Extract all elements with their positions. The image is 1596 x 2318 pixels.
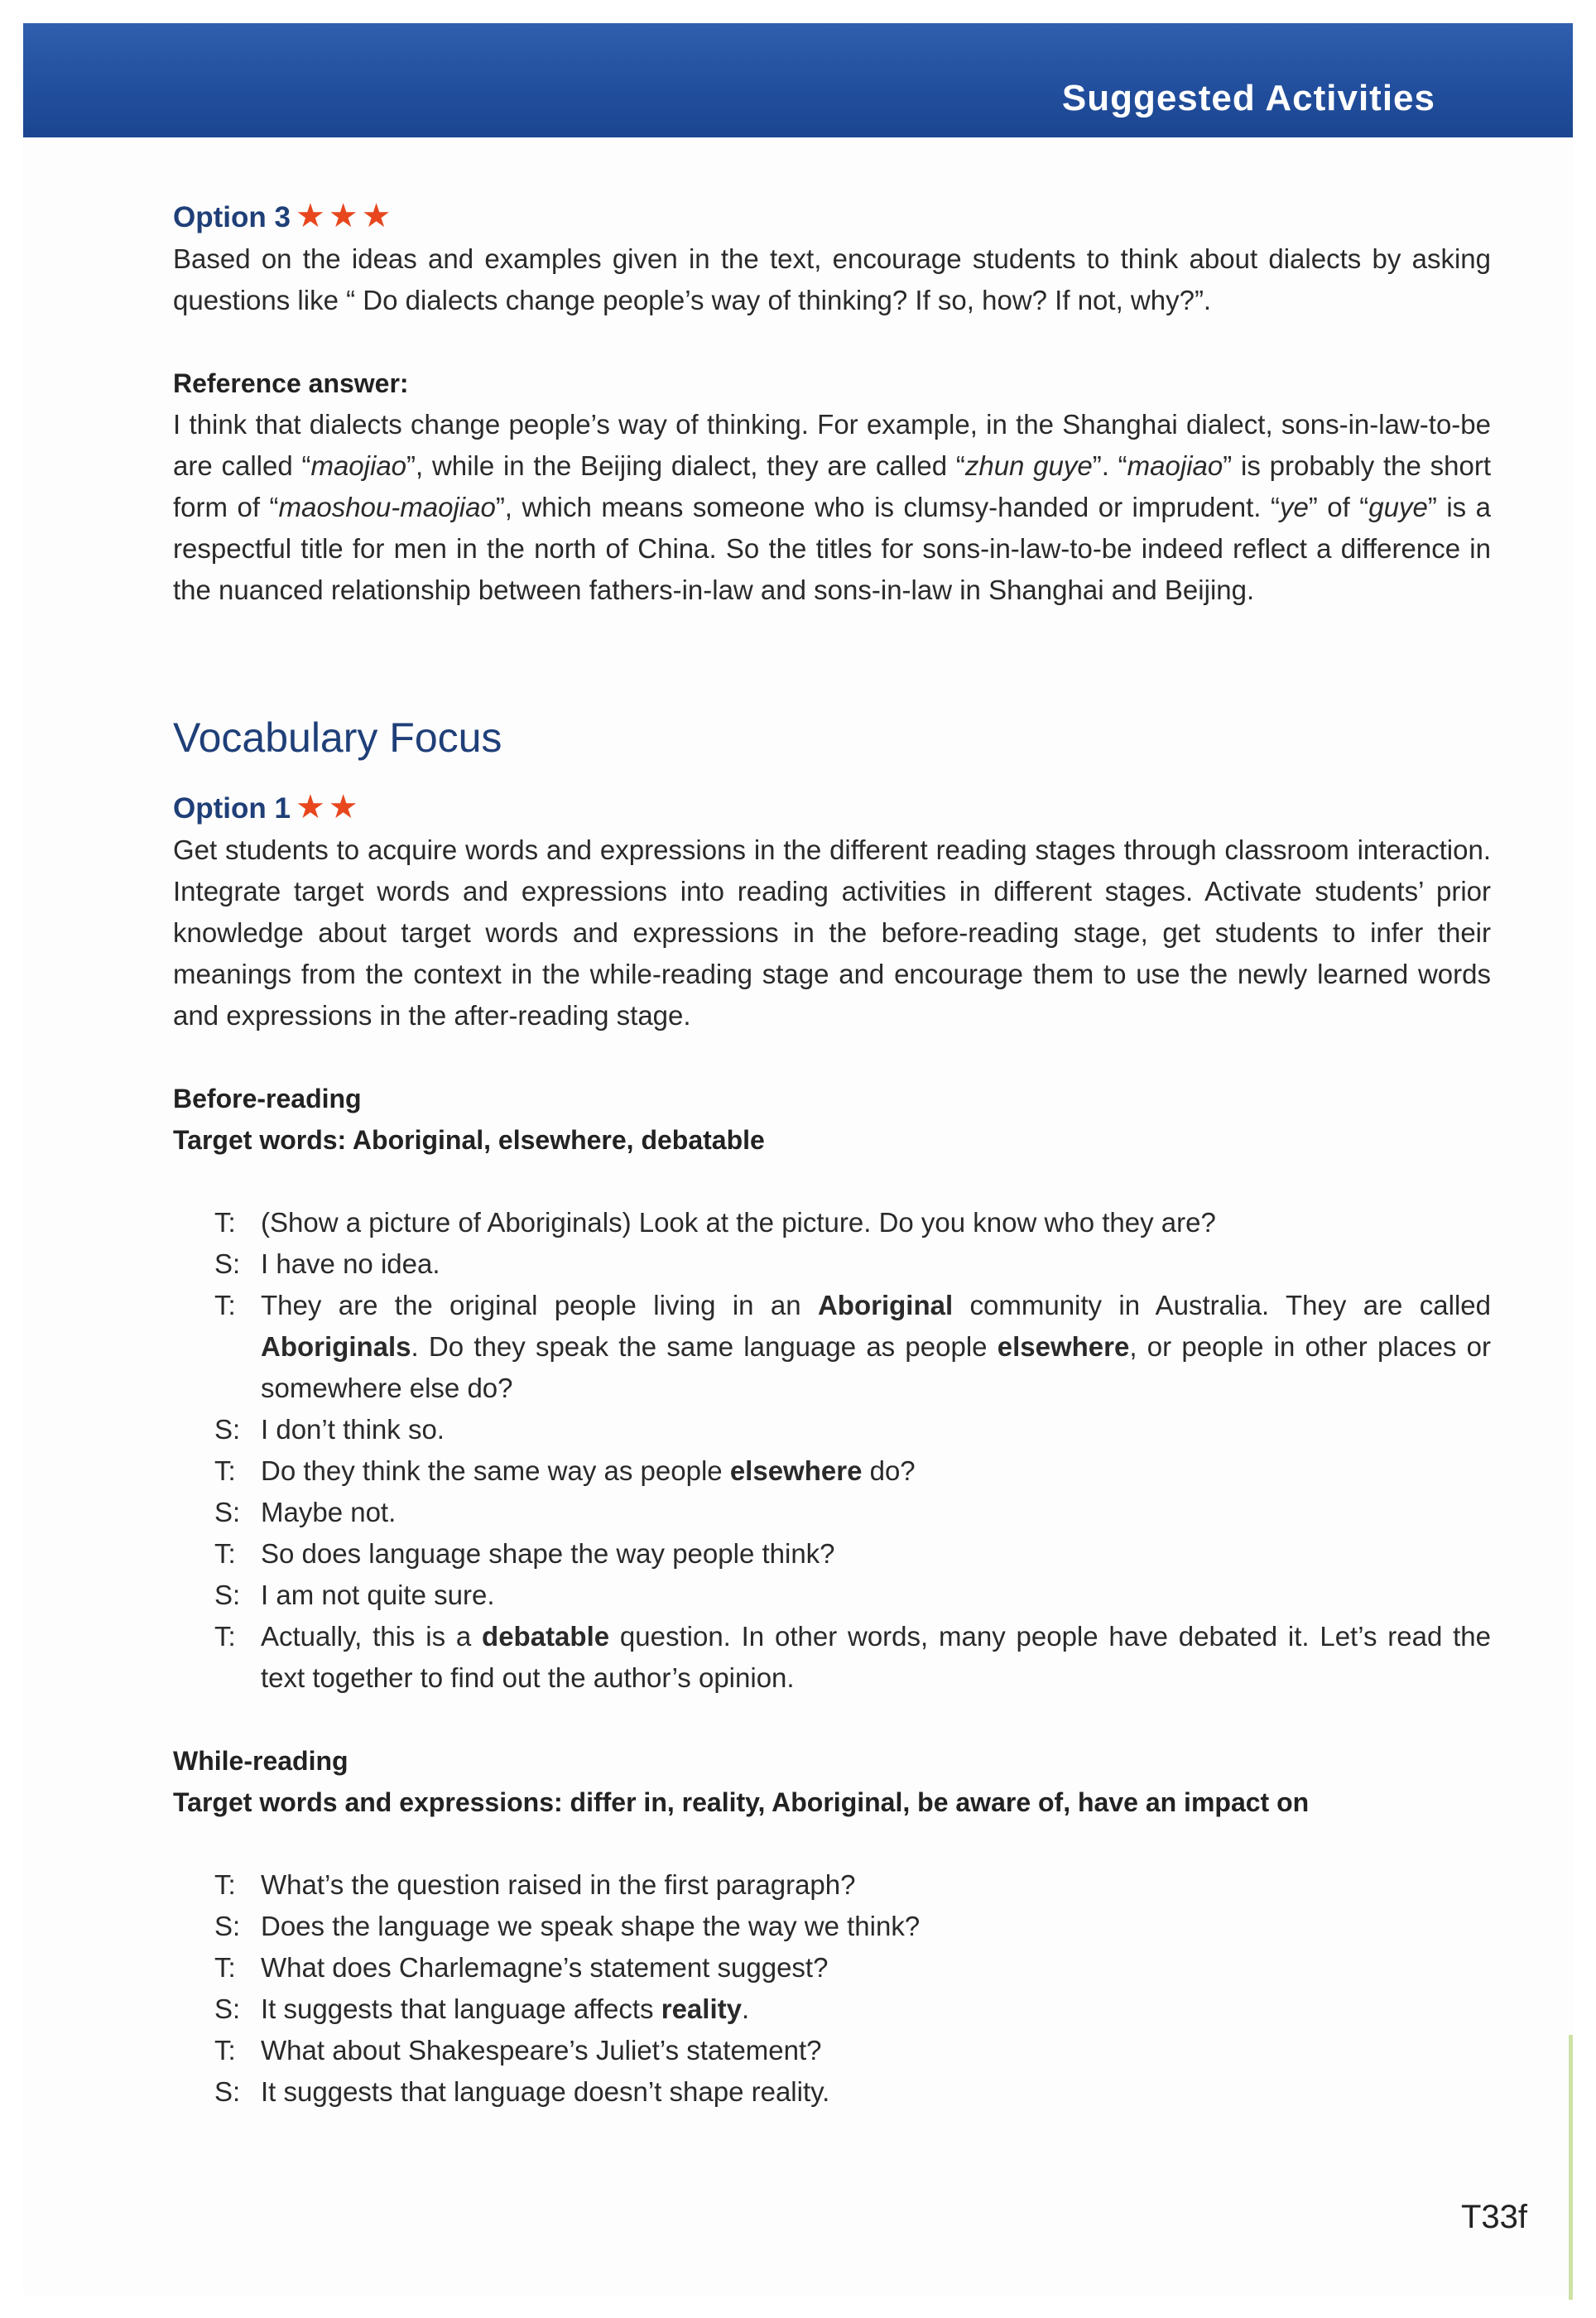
header-banner — [23, 23, 1573, 137]
utterance — [261, 1285, 1491, 1409]
text: They are the original people living in an — [261, 1290, 818, 1320]
dialogue-line — [214, 2030, 1491, 2071]
section-title: Vocabulary Focus — [173, 714, 502, 761]
ref-term: guye — [1368, 492, 1428, 522]
speaker: S: — [214, 1414, 241, 1445]
speaker: S: — [214, 1911, 241, 1941]
utterance: So does language shape the way people think? — [261, 1538, 835, 1569]
speaker: T: — [214, 1290, 236, 1320]
utterance: What’s the question raised in the first paragraph? — [261, 1869, 856, 1900]
ref-term: ye — [1279, 492, 1309, 522]
text: Do they think the same way as people — [261, 1455, 730, 1486]
text: . — [741, 1993, 750, 2024]
option3-heading — [173, 195, 1491, 238]
utterance: Maybe not. — [261, 1497, 397, 1527]
text: do? — [862, 1455, 916, 1486]
page — [23, 23, 1573, 2295]
utterance: (Show a picture of Aboriginals) Look at the picture. Do you know who they are? — [261, 1207, 1216, 1238]
utterance — [261, 1989, 1491, 2030]
utterance — [261, 1450, 1491, 1492]
speaker: T: — [214, 1952, 236, 1983]
target-word: Aboriginal — [817, 1290, 954, 1320]
option1-label: Option 1 — [173, 792, 291, 825]
speaker: T: — [214, 2035, 236, 2066]
header-title: Suggested Activities — [1061, 78, 1435, 118]
speaker: S: — [214, 2076, 241, 2107]
utterance: Does the language we speak shape the way we think? — [261, 1911, 921, 1941]
dialogue-line — [214, 1864, 1491, 1906]
ref-text: ”, which means someone who is clumsy-handed or imprudent. “ — [495, 492, 1280, 522]
utterance: It suggests that language doesn’t shape reality. — [261, 2076, 830, 2107]
option3-label: Option 3 — [173, 201, 291, 233]
dialogue-line — [214, 1575, 1491, 1616]
ref-term: zhun guye — [964, 450, 1093, 481]
speaker: S: — [214, 1993, 241, 2024]
utterance: What about Shakespeare’s Juliet’s statement? — [261, 2035, 822, 2066]
while-reading-target: Target words and expressions: differ in, reality, Aboriginal, be aware of, have an impact on — [173, 1787, 1310, 1817]
option3-text: Based on the ideas and examples given in the text, encourage students to think about dialects by asking questions like “ Do dialects change people’s way of thinking? If so, how? If not, why?”. — [173, 243, 1491, 315]
option1-heading — [173, 786, 1491, 830]
ref-text: ”, while in the Beijing dialect, they are called “ — [406, 450, 965, 481]
dialogue-line — [214, 1409, 1491, 1450]
text: community in Australia. They are called — [953, 1290, 1491, 1320]
ref-text: I think that dialects change people’s way of thinking. For example, in the Shanghai dialect, sons-in-law-to-be are called “ — [173, 409, 1491, 481]
ref-term: maojiao — [310, 450, 407, 481]
dialogue-line — [214, 1492, 1491, 1533]
dialogue-line — [214, 1202, 1491, 1243]
vocab-intro: Get students to acquire words and expressions in the different reading stages through classroom interaction. Integrate target words and expressions into reading activities in different stages. Activate students’ prior knowledge about target words and expressions in the before-reading stage, get students to infer their meanings from the context in the while-reading stage and encourage them to use the newly learned words and expressions in the after-reading stage. — [173, 834, 1491, 1031]
speaker: T: — [214, 1538, 236, 1569]
while-reading-dialogue — [173, 1864, 1491, 2113]
target-word: debatable — [482, 1621, 610, 1652]
speaker: T: — [214, 1455, 236, 1486]
utterance: What does Charlemagne’s statement suggest? — [261, 1952, 829, 1983]
utterance: I have no idea. — [261, 1248, 440, 1279]
target-word: elsewhere — [729, 1455, 863, 1486]
dialogue-line — [214, 1243, 1491, 1285]
utterance: I am not quite sure. — [261, 1580, 495, 1610]
target-word: elsewhere — [997, 1331, 1130, 1362]
before-reading-dialogue — [173, 1202, 1491, 1699]
dialogue-line — [214, 1906, 1491, 1947]
speaker: S: — [214, 1248, 241, 1279]
text: , or people in other places or somewhere else do? — [261, 1331, 1491, 1403]
ref-term: maojiao — [1127, 450, 1223, 481]
reference-answer — [173, 404, 1491, 611]
dialogue-line — [214, 1989, 1491, 2030]
text: question. In other words, many people have debated it. Let’s read the text together to find out the author’s opinion. — [261, 1621, 1491, 1693]
content — [173, 195, 1491, 2113]
speaker: T: — [214, 1621, 236, 1652]
star-rating-icon: ★★★ — [295, 198, 395, 234]
page-number: T33f — [1461, 2199, 1528, 2235]
ref-term: maoshou-maojiao — [278, 492, 496, 522]
before-reading-target: Target words: Aboriginal, elsewhere, debatable — [173, 1125, 765, 1155]
dialogue-line — [214, 1285, 1491, 1409]
before-reading-heading: Before-reading — [173, 1084, 362, 1113]
text: It suggests that language affects — [261, 1993, 661, 2024]
target-word: Aboriginals — [261, 1331, 411, 1362]
speaker: S: — [214, 1580, 241, 1610]
text: . Do they speak the same language as people — [411, 1331, 997, 1362]
ref-text: ” is a respectful title for men in the north of China. So the titles for sons-in-law-to-be indeed reflect a difference in the nuanced relationship between fathers-in-law and sons-in-law in Shanghai and Beijing. — [173, 492, 1491, 605]
dialogue-line — [214, 1450, 1491, 1492]
star-rating-icon: ★★ — [295, 789, 362, 825]
utterance — [261, 1616, 1491, 1699]
ref-text: ” is probably the short form of “ — [173, 450, 1491, 522]
while-reading-heading: While-reading — [173, 1746, 349, 1776]
ref-text: ”. “ — [1092, 450, 1127, 481]
ref-text: ” of “ — [1308, 492, 1369, 522]
utterance: I don’t think so. — [261, 1414, 445, 1445]
target-word: reality — [661, 1993, 742, 2024]
dialogue-line — [214, 1533, 1491, 1575]
speaker: T: — [214, 1207, 236, 1238]
speaker: S: — [214, 1497, 241, 1527]
dialogue-line — [214, 2071, 1491, 2113]
reference-heading: Reference answer: — [173, 368, 409, 398]
speaker: T: — [214, 1869, 236, 1900]
dialogue-line — [214, 1616, 1491, 1699]
text: Actually, this is a — [261, 1621, 483, 1652]
side-rule-divider — [1569, 2035, 1573, 2300]
dialogue-line — [214, 1947, 1491, 1989]
